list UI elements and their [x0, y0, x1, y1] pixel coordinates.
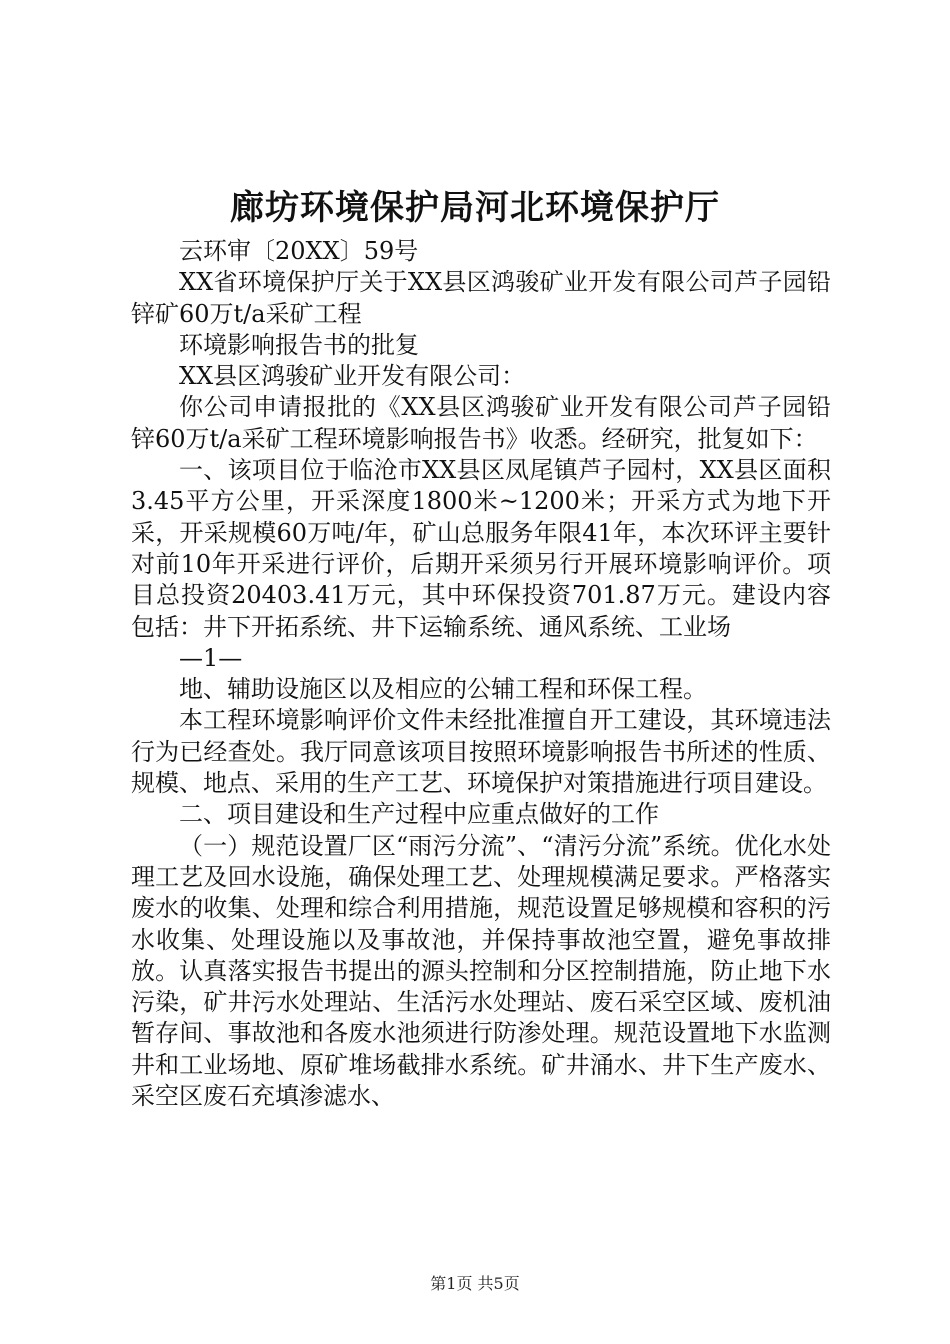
inline-page-marker: —1— — [179, 643, 243, 672]
reply-heading-line-2: 环境影响报告书的批复 — [179, 330, 419, 359]
document-number: 云环审〔20XX〕59号 — [179, 237, 419, 265]
document-title: 廊坊环境保护局河北环境保护厅 — [230, 188, 720, 228]
section-2-heading: 二、项目建设和生产过程中应重点做好的工作 — [179, 800, 659, 829]
paragraph-intro: 你公司申请报批的《XX县区鸿骏矿业开发有限公司芦子园铅锌60万t/a采矿工程环境影响报告书》收悉。经研究，批复如下： — [131, 393, 831, 453]
paragraph-section-2-1: （一）规范设置厂区“雨污分流”、“清污分流”系统。优化水处理工艺及回水设施，确保处理工艺、处理规模满足要求。严格落实废水的收集、处理和综合利用措施，规范设置足够规模和容积的污水收集、处理设施以及事故池，并保持事故池空置，避免事故排放。认真落实报告书提出的源头控制和分区控制措施，防止地下水污染，矿井污水处理站、生活污水处理站、废石采空区域、废机油暂存间、事故池和各废水池须进行防渗处理。规范设置地下水监测井和工业场地、原矿堆场截排水系统。矿井涌水、井下生产废水、采空区废石充填渗滤水、 — [131, 831, 831, 1111]
paragraph-section-1: 一、该项目位于临沧市XX县区凤尾镇芦子园村，XX县区面积3.45平方公里，开采深度1800米~1200米；开采方式为地下开采，开采规模60万吨/年，矿山总服务年限41年，本次环评主要针对前10年开采进行评价，后期开采须另行开展环境影响评价。项目总投资20403.41万元，其中环保投资701.87万元。建设内容包括：井下开拓系统、井下运输系统、通风系统、工业场 — [131, 456, 831, 641]
document-body — [131, 236, 831, 1112]
recipient: XX县区鸿骏矿业开发有限公司： — [179, 362, 526, 391]
reply-heading-line-1: XX省环境保护厅关于XX县区鸿骏矿业开发有限公司芦子园铅锌矿60万t/a采矿工程 — [131, 268, 831, 328]
paragraph-continuation: 地、辅助设施区以及相应的公辅工程和环保工程。 — [179, 675, 707, 704]
paragraph-approval: 本工程环境影响评价文件未经批准擅自开工建设，其环境违法行为已经查处。我厅同意该项目按照环境影响报告书所述的性质、规模、地点、采用的生产工艺、环境保护对策措施进行项目建设。 — [131, 706, 831, 798]
page-footer: 第1页 共5页 — [430, 1274, 520, 1293]
